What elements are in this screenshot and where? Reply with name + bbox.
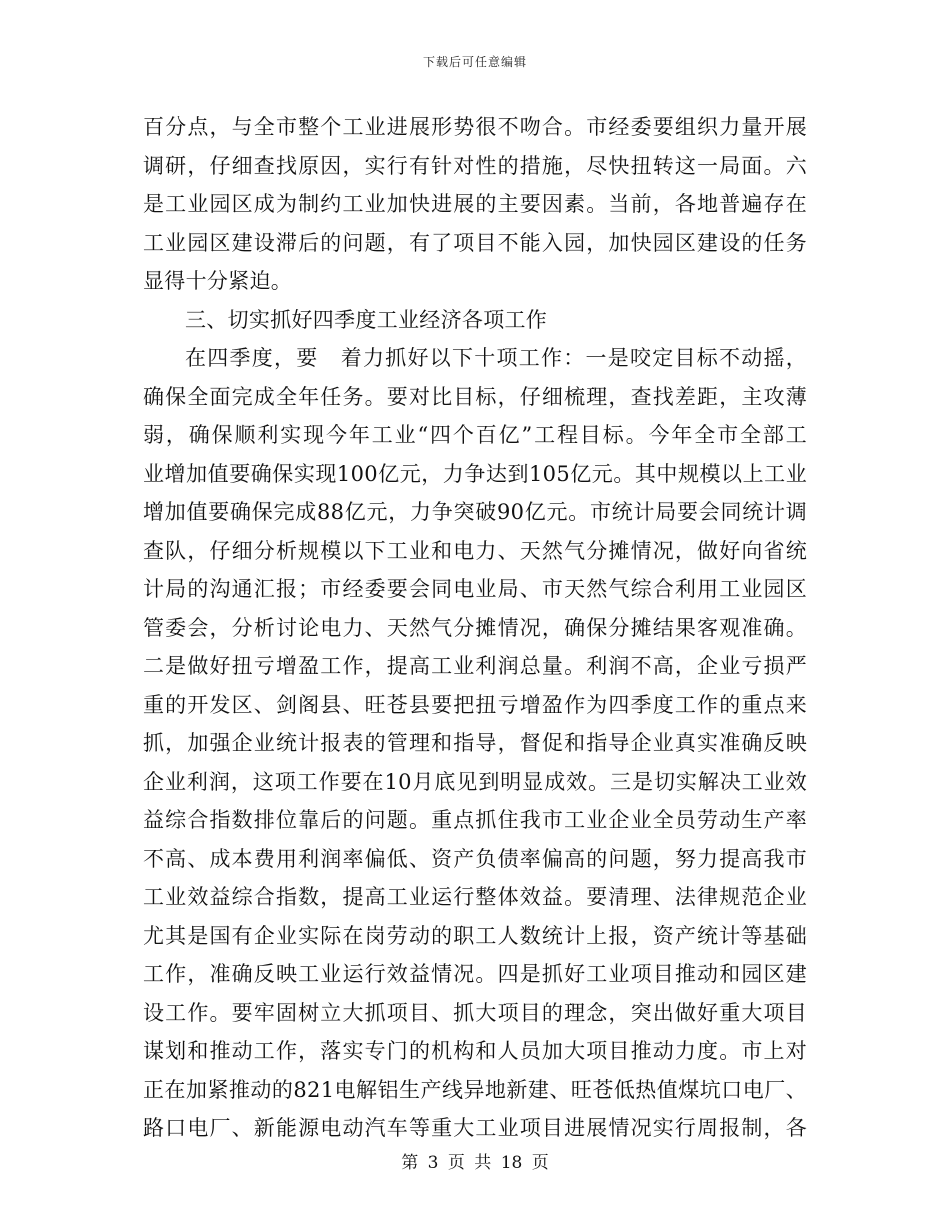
body-line: 工业园区建设滞后的问题，有了项目不能入园，加快园区建设的任务 bbox=[143, 230, 807, 255]
section-heading: 三、切实抓好四季度工业经济各项工作 bbox=[185, 307, 548, 332]
document-body bbox=[143, 108, 807, 1148]
body-line: 益综合指数排位靠后的问题。重点抓住我市工业企业全员劳动生产率 bbox=[143, 808, 807, 832]
body-line: 显得十分紧迫。 bbox=[143, 269, 293, 293]
body-line: 设工作。要牢固树立大抓项目、抓大项目的理念，突出做好重大项目 bbox=[143, 1000, 807, 1025]
body-line: 是工业园区成为制约工业加快进展的主要因素。当前，各地普遍存在 bbox=[143, 192, 807, 216]
page-header: 下载后可任意编辑 bbox=[422, 55, 527, 69]
body-line: 工作，准确反映工业运行效益情况。四是抓好工业项目推动和园区建 bbox=[143, 962, 807, 986]
body-line: 计局的沟通汇报；市经委要会同电业局、市天然气综合利用工业园区 bbox=[143, 577, 807, 601]
body-line: 调研，仔细查找原因，实行有针对性的措施，尽快扭转这一局面。六 bbox=[143, 153, 807, 178]
body-line: 管委会，分析讨论电力、天然气分摊情况，确保分摊结果客观准确。 bbox=[143, 615, 807, 640]
body-line: 二是做好扭亏增盈工作，提高工业利润总量。利润不高，企业亏损严 bbox=[143, 654, 807, 678]
page-number: 第 3 页 共 18 页 bbox=[401, 1153, 549, 1173]
body-line: 谋划和推动工作，落实专门的机构和人员加大项目推动力度。市上对 bbox=[143, 1039, 807, 1063]
body-line: 确保全面完成全年任务。要对比目标，仔细梳理，查找差距，主攻薄 bbox=[143, 384, 807, 409]
body-line: 路口电厂、新能源电动汽车等重大工业项目进展情况实行周报制，各 bbox=[143, 1116, 807, 1140]
body-line: 企业利润，这项工作要在10月底见到明显成效。三是切实解决工业效 bbox=[143, 769, 807, 794]
body-line: 工业效益综合指数，提高工业运行整体效益。要清理、法律规范企业 bbox=[143, 885, 807, 909]
body-line: 查队，仔细分析规模以下工业和电力、天然气分摊情况，做好向省统 bbox=[143, 538, 807, 563]
body-line: 正在加紧推动的821电解铝生产线异地新建、旺苍低热值煤坑口电厂、 bbox=[143, 1077, 807, 1102]
body-line: 尤其是国有企业实际在岗劳动的职工人数统计上报，资产统计等基础 bbox=[143, 923, 807, 948]
body-line: 百分点，与全市整个工业进展形势很不吻合。市经委要组织力量开展 bbox=[143, 115, 807, 139]
body-line: 增加值要确保完成88亿元，力争突破90亿元。市统计局要会同统计调 bbox=[143, 500, 807, 524]
body-line: 不高、成本费用利润率偏低、资产负债率偏高的问题，努力提高我市 bbox=[143, 846, 807, 871]
body-line: 在四季度，要 着力抓好以下十项工作：一是咬定目标不动摇， bbox=[185, 346, 807, 370]
body-line: 弱，确保顺利实现今年工业“四个百亿”工程目标。今年全市全部工 bbox=[143, 423, 807, 447]
body-line: 抓，加强企业统计报表的管理和指导，督促和指导企业真实准确反映 bbox=[143, 731, 807, 755]
body-line: 业增加值要确保实现100亿元，力争达到105亿元。其中规模以上工业 bbox=[143, 461, 807, 486]
body-line: 重的开发区、剑阁县、旺苍县要把扭亏增盈作为四季度工作的重点来 bbox=[143, 692, 807, 717]
